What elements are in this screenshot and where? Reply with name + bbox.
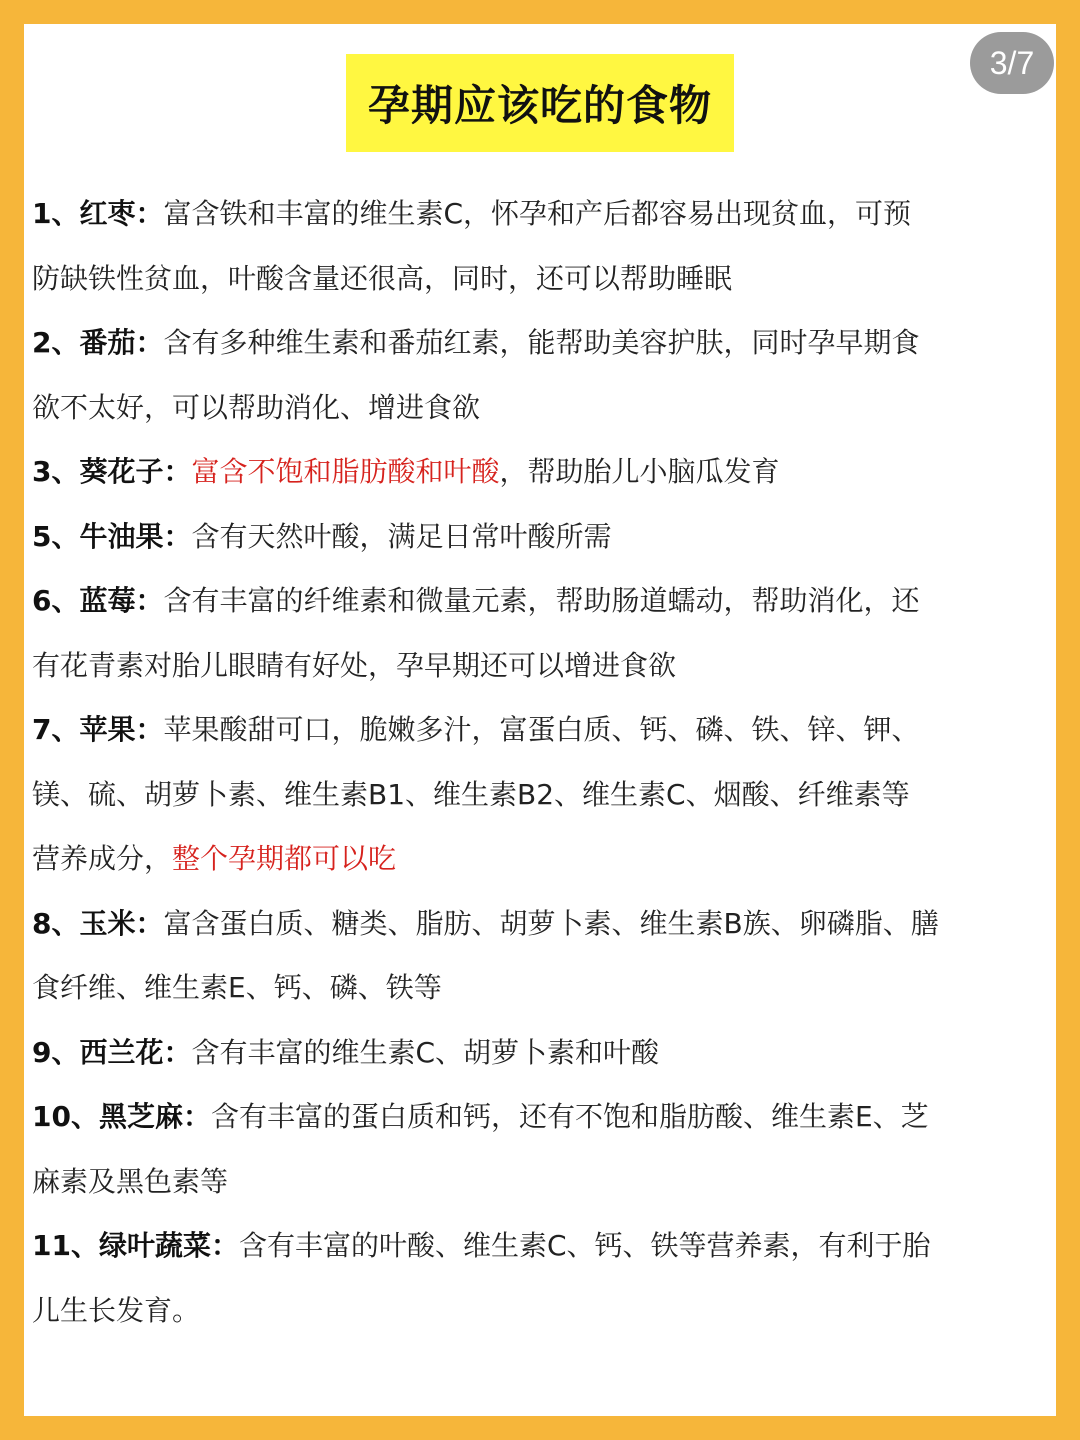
food-item-line	[32, 311, 1052, 376]
food-item-text: ，帮助胎儿小脑瓜发育	[499, 455, 780, 488]
food-item-label: 7、苹果：	[32, 713, 164, 746]
food-item-line	[32, 247, 1052, 312]
food-item-text: 有花青素对胎儿眼睛有好处，孕早期还可以增进食欲	[32, 648, 677, 682]
title-highlight	[346, 54, 734, 152]
food-item-line	[32, 505, 1052, 570]
highlighted-text: 富含不饱和脂肪酸和叶酸	[191, 455, 500, 488]
food-item-label: 1、红枣：	[32, 197, 164, 230]
food-item-text: 防缺铁性贫血，叶酸含量还很高，同时，还可以帮助睡眠	[32, 261, 733, 295]
food-item-text: 镁、硫、胡萝卜素、维生素B1、维生素B2、维生素C、烟酸、纤维素等	[32, 777, 910, 811]
page-indicator-badge: 3/7	[970, 32, 1054, 94]
food-item-line	[32, 956, 1052, 1021]
food-item-line	[32, 182, 1052, 247]
food-item-text: 含有丰富的叶酸、维生素C、钙、铁等营养素，有利于胎	[238, 1229, 931, 1262]
food-item-text: 儿生长发育。	[32, 1293, 201, 1327]
food-item-line	[32, 1279, 1052, 1344]
food-item-text: 营养成分，	[32, 842, 173, 875]
food-item-line	[32, 1214, 1052, 1279]
food-item-line	[32, 634, 1052, 699]
food-item-text: 食纤维、维生素E、钙、磷、铁等	[32, 971, 442, 1004]
food-item-text: 含有天然叶酸，满足日常叶酸所需	[191, 519, 612, 553]
food-item-line	[32, 698, 1052, 763]
food-item-line	[32, 763, 1052, 828]
food-item-label: 3、葵花子：	[32, 455, 192, 488]
page-title: 孕期应该吃的食物	[367, 81, 712, 130]
food-item-line	[32, 1085, 1052, 1150]
food-item-label: 6、蓝莓：	[32, 584, 164, 617]
food-item-line	[32, 440, 1052, 505]
food-item-label: 11、绿叶蔬菜：	[32, 1229, 239, 1262]
food-item-label: 2、番茄：	[32, 326, 164, 359]
highlighted-text: 整个孕期都可以吃	[172, 842, 397, 875]
food-item-text: 含有丰富的蛋白质和钙，还有不饱和脂肪酸、维生素E、芝	[210, 1100, 929, 1133]
food-item-label: 10、黑芝麻：	[32, 1100, 211, 1133]
food-item-text: 含有多种维生素和番茄红素，能帮助美容护肤，同时孕早期食	[163, 326, 920, 359]
content-card	[24, 24, 1056, 1416]
food-item-line	[32, 569, 1052, 634]
food-item-text: 欲不太好，可以帮助消化、增进食欲	[32, 390, 481, 424]
food-item-line	[32, 1021, 1052, 1086]
food-item-text: 富含铁和丰富的维生素C，怀孕和产后都容易出现贫血，可预	[163, 197, 912, 230]
food-item-label: 8、玉米：	[32, 906, 164, 940]
food-item-line	[32, 376, 1052, 441]
food-item-text: 麻素及黑色素等	[32, 1164, 229, 1198]
food-item-text: 富含蛋白质、糖类、脂肪、胡萝卜素、维生素B族、卵磷脂、膳	[163, 906, 939, 940]
food-item-text: 含有丰富的纤维素和微量元素，帮助肠道蠕动，帮助消化，还	[163, 584, 920, 617]
food-item-line	[32, 892, 1052, 957]
food-item-line	[32, 827, 1052, 892]
food-item-line	[32, 1150, 1052, 1215]
food-item-label: 5、牛油果：	[32, 519, 192, 553]
food-item-label: 9、西兰花：	[32, 1035, 192, 1069]
food-item-text: 苹果酸甜可口，脆嫩多汁，富蛋白质、钙、磷、铁、锌、钾、	[163, 713, 920, 746]
food-list	[32, 182, 1052, 1343]
food-item-text: 含有丰富的维生素C、胡萝卜素和叶酸	[191, 1035, 660, 1069]
